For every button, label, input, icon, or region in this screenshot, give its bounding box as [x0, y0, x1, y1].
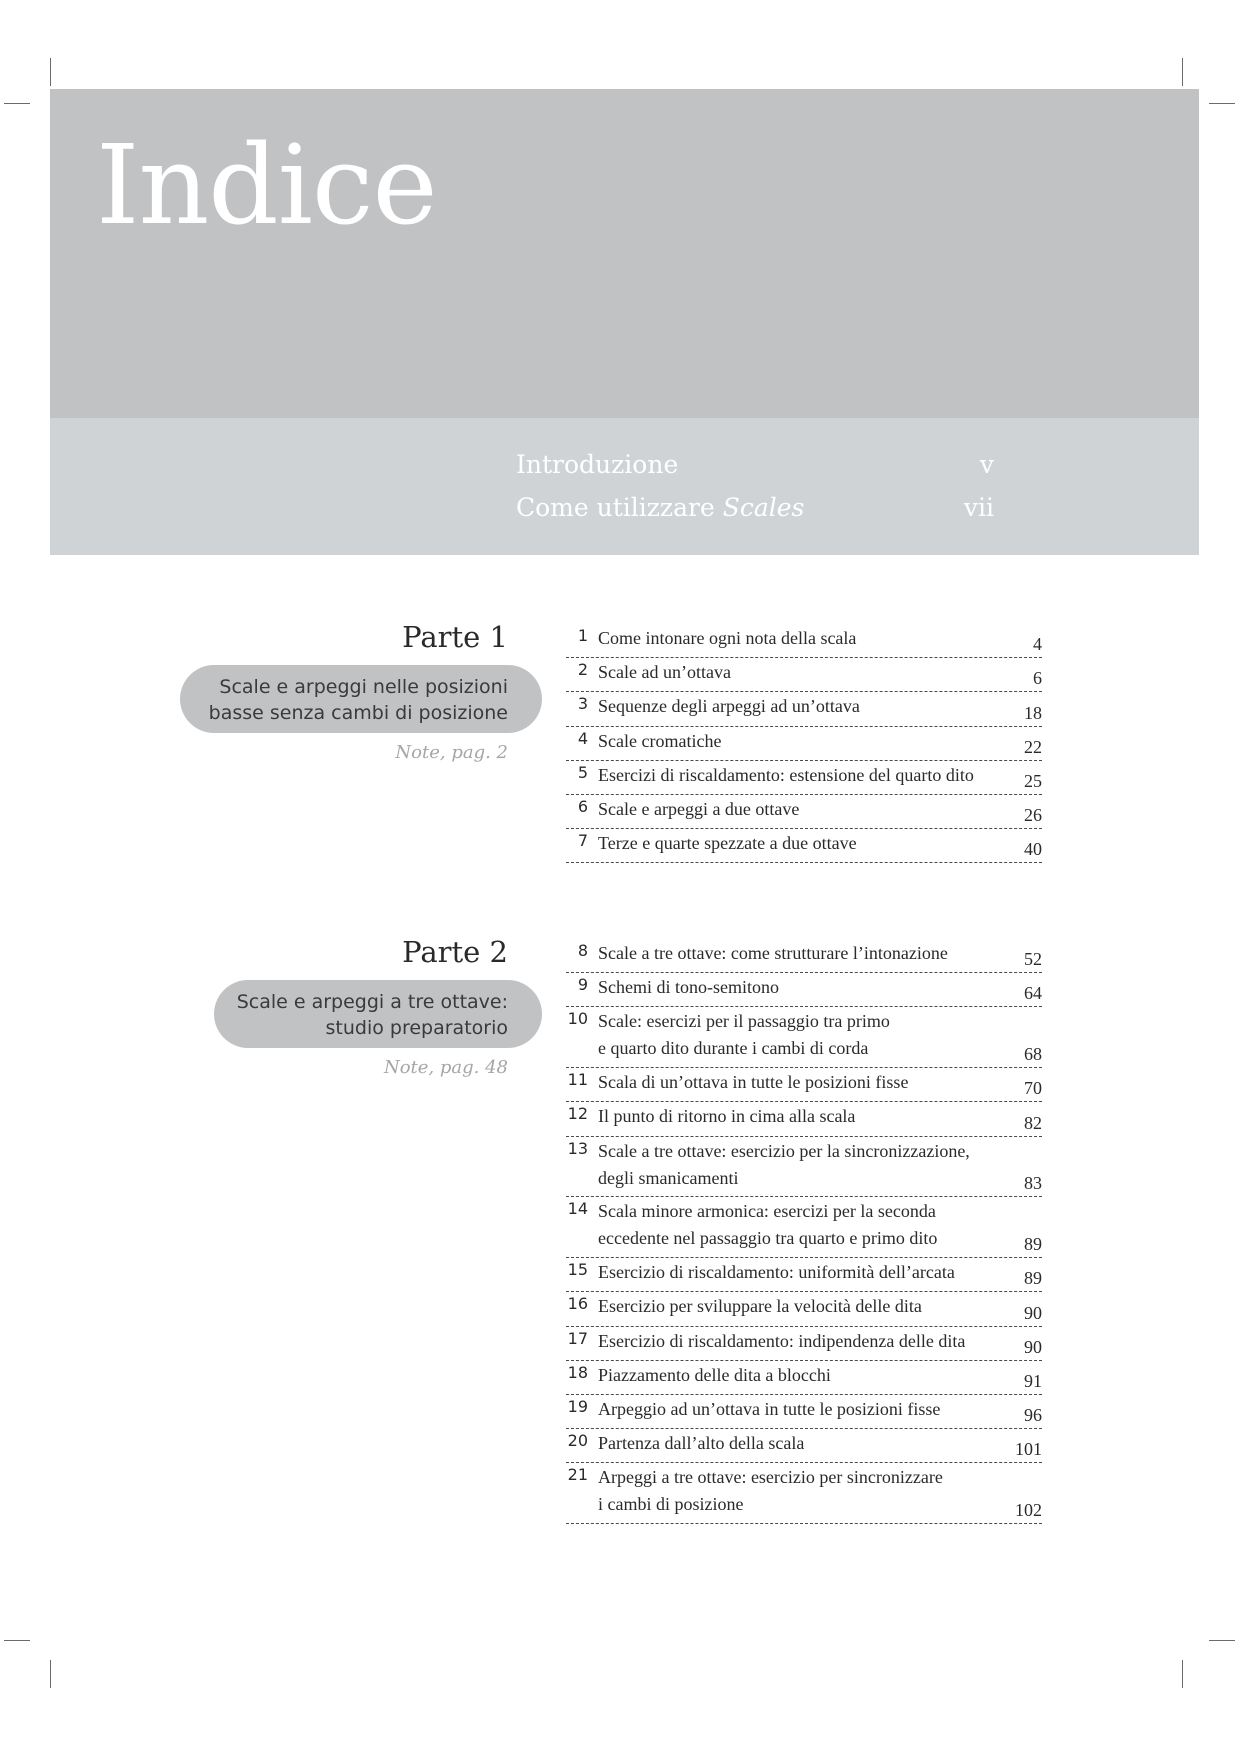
toc-entry-title [598, 1138, 1002, 1192]
toc-entry-number: 13 [567, 1138, 588, 1158]
toc-entry-title [598, 1103, 1002, 1130]
toc-entry[interactable] [566, 692, 1042, 726]
toc-list [566, 624, 1042, 863]
part-note: Note, pag. 2 [395, 742, 508, 763]
toc-entry-title-line: Scale cromatiche [598, 730, 722, 751]
toc-entry-page: 82 [1024, 1112, 1042, 1133]
toc-entry-title-line: eccedente nel passaggio tra quarto e primo dito [598, 1228, 938, 1249]
toc-entry-page: 89 [1024, 1268, 1042, 1289]
toc-entry-number: 4 [577, 728, 588, 748]
toc-entry-page: 52 [1024, 949, 1042, 970]
toc-entry-number: 11 [567, 1070, 588, 1090]
toc-entry-page: 22 [1024, 736, 1042, 757]
toc-entry-title-line: Scale ad un’ottava [598, 662, 731, 683]
front-matter-label: Come utilizzare [516, 493, 723, 522]
toc-entry-title-line: Come intonare ogni nota della scala [598, 628, 857, 648]
toc-entry[interactable] [566, 624, 1042, 658]
toc-entry[interactable] [566, 1102, 1042, 1136]
toc-entry-title [598, 1293, 1002, 1320]
crop-mark [4, 103, 30, 104]
toc-entry-number: 2 [577, 660, 588, 680]
crop-mark [1182, 1660, 1183, 1688]
toc-entry[interactable] [566, 939, 1042, 973]
toc-entry-title-line: Esercizi di riscaldamento: estensione del quarto dito [598, 764, 974, 785]
toc-entry-number: 10 [567, 1009, 588, 1029]
toc-entry-title [598, 625, 1002, 652]
toc-entry-number: 15 [567, 1260, 588, 1280]
toc-entry-page: 70 [1024, 1078, 1042, 1099]
toc-entry-page: 25 [1024, 770, 1042, 791]
toc-entry[interactable] [566, 829, 1042, 863]
toc-entry-number: 16 [567, 1294, 588, 1314]
toc-entry-title [598, 1328, 1002, 1355]
crop-mark [50, 1660, 51, 1688]
toc-entry-number: 20 [567, 1431, 588, 1451]
toc-entry-title [598, 830, 1002, 857]
toc-entry-page: 68 [1024, 1044, 1042, 1065]
toc-entry-page: 4 [1033, 634, 1042, 655]
toc-entry-title [598, 762, 1002, 789]
toc-entry[interactable] [566, 1327, 1042, 1361]
part-heading: Parte 2 [402, 935, 508, 969]
toc-entry-title [598, 1069, 1002, 1096]
toc-entry-title-line: Scala di un’ottava in tutte le posizioni fisse [598, 1072, 909, 1093]
toc-entry-page: 6 [1033, 668, 1042, 689]
toc-entry[interactable] [566, 761, 1042, 795]
toc-entry-number: 8 [577, 941, 588, 960]
toc-entry-title [598, 1430, 1002, 1457]
toc-entry-page: 18 [1024, 702, 1042, 723]
part-description-line: Scale e arpeggi nelle posizioni [219, 676, 508, 698]
toc-entry-title-line: Piazzamento delle dita a blocchi [598, 1364, 831, 1385]
part-note: Note, pag. 48 [383, 1057, 508, 1078]
toc-entry-title-line: degli smanicamenti [598, 1167, 739, 1188]
toc-entry-number: 6 [577, 796, 588, 816]
toc-entry-title [598, 659, 1002, 686]
toc-entry[interactable] [566, 658, 1042, 692]
toc-entry-title [598, 796, 1002, 823]
toc-entry-title-line: Schemi di tono-semitono [598, 977, 779, 998]
front-matter-page: vii [963, 493, 994, 522]
toc-entry[interactable] [566, 1137, 1042, 1198]
crop-mark [50, 58, 51, 86]
toc-entry-title-line: Arpeggio ad un’ottava in tutte le posizioni fisse [598, 1398, 941, 1419]
toc-entry-page: 64 [1024, 983, 1042, 1004]
toc-entry-title-line: Arpeggi a tre ottave: esercizio per sincronizzare [598, 1467, 943, 1488]
crop-mark [1209, 103, 1235, 104]
toc-entry-title-line: Il punto di ritorno in cima alla scala [598, 1106, 856, 1127]
toc-entry-number: 7 [577, 831, 588, 851]
toc-entry-page: 102 [1015, 1500, 1042, 1521]
toc-entry-number: 19 [567, 1396, 588, 1416]
toc-entry-title-line: Scale a tre ottave: come strutturare l’intonazione [598, 943, 948, 963]
toc-entry-page: 40 [1024, 839, 1042, 860]
part-heading: Parte 1 [402, 620, 508, 654]
toc-entry[interactable] [566, 1068, 1042, 1102]
toc-entry[interactable] [566, 1361, 1042, 1395]
toc-entry-title [598, 1198, 1002, 1252]
toc-entry[interactable] [566, 727, 1042, 761]
toc-entry-title-line: Partenza dall’alto della scala [598, 1433, 805, 1454]
front-matter-label: Introduzione [516, 450, 679, 479]
toc-entry-title [598, 1362, 1002, 1389]
toc-entry-page: 91 [1024, 1370, 1042, 1391]
toc-entry-number: 3 [577, 694, 588, 714]
toc-entry-title [598, 1396, 1002, 1423]
toc-entry[interactable] [566, 1258, 1042, 1292]
part-description-line: Scale e arpeggi a tre ottave: [236, 991, 508, 1013]
toc-entry-title [598, 1464, 1002, 1518]
toc-entry-page: 26 [1024, 805, 1042, 826]
toc-entry[interactable] [566, 1007, 1042, 1068]
crop-mark [1209, 1640, 1235, 1641]
toc-entry-page: 90 [1024, 1336, 1042, 1357]
toc-entry-number: 14 [567, 1199, 588, 1219]
toc-entry-number: 12 [567, 1104, 588, 1124]
toc-entry[interactable] [566, 1429, 1042, 1463]
toc-entry-page: 83 [1024, 1173, 1042, 1194]
toc-entry-number: 17 [567, 1328, 588, 1348]
front-matter-page: v [979, 450, 994, 479]
crop-mark [4, 1640, 30, 1641]
toc-entry-number: 18 [567, 1362, 588, 1382]
toc-entry-title [598, 728, 1002, 755]
part-description [214, 980, 542, 1048]
front-matter-band [50, 418, 1199, 555]
page-title: Indice [96, 121, 437, 249]
toc-entry[interactable] [566, 1292, 1042, 1326]
toc-list [566, 939, 1042, 1524]
toc-entry-title-line: Esercizio per sviluppare la velocità delle dita [598, 1296, 922, 1317]
toc-entry-title-line: Scale e arpeggi a due ottave [598, 798, 800, 819]
toc-entry[interactable] [566, 795, 1042, 829]
toc-entry-title-line: Sequenze degli arpeggi ad un’ottava [598, 696, 860, 717]
toc-entry[interactable] [566, 1197, 1042, 1258]
toc-entry-page: 90 [1024, 1302, 1042, 1323]
toc-entry-page: 89 [1024, 1234, 1042, 1255]
toc-entry-title-line: Terze e quarte spezzate a due ottave [598, 833, 857, 854]
toc-entry[interactable] [566, 973, 1042, 1007]
crop-mark [1182, 58, 1183, 86]
toc-entry-number: 21 [567, 1465, 588, 1485]
toc-entry-title-line: e quarto dito durante i cambi di corda [598, 1038, 869, 1059]
toc-entry-title [598, 1008, 1002, 1062]
toc-entry-title [598, 940, 1002, 967]
toc-entry-title-line: Esercizio di riscaldamento: uniformità dell’arcata [598, 1262, 955, 1283]
toc-entry-number: 5 [577, 762, 588, 782]
toc-entry-title [598, 1259, 1002, 1286]
toc-entry-page: 96 [1024, 1405, 1042, 1426]
toc-entry-number: 9 [577, 975, 588, 995]
toc-entry-title-line: Esercizio di riscaldamento: indipendenza delle dita [598, 1330, 966, 1351]
toc-entry-title-line: Scala minore armonica: esercizi per la seconda [598, 1201, 936, 1222]
toc-entry-title [598, 693, 1002, 720]
toc-entry-title-line: Scale: esercizi per il passaggio tra primo [598, 1011, 890, 1032]
toc-entry-page: 101 [1015, 1439, 1042, 1460]
part-description-line: basse senza cambi di posizione [208, 702, 508, 724]
part-description [180, 665, 542, 733]
toc-entry-title-line: i cambi di posizione [598, 1494, 744, 1515]
toc-entry-title [598, 974, 1002, 1001]
toc-entry[interactable] [566, 1395, 1042, 1429]
toc-entry[interactable] [566, 1463, 1042, 1524]
toc-entry-number: 1 [577, 626, 588, 645]
front-matter-label-italic: Scales [722, 493, 805, 522]
toc-entry-title-line: Scale a tre ottave: esercizio per la sincronizzazione, [598, 1140, 970, 1161]
part-description-line: studio preparatorio [325, 1017, 508, 1039]
